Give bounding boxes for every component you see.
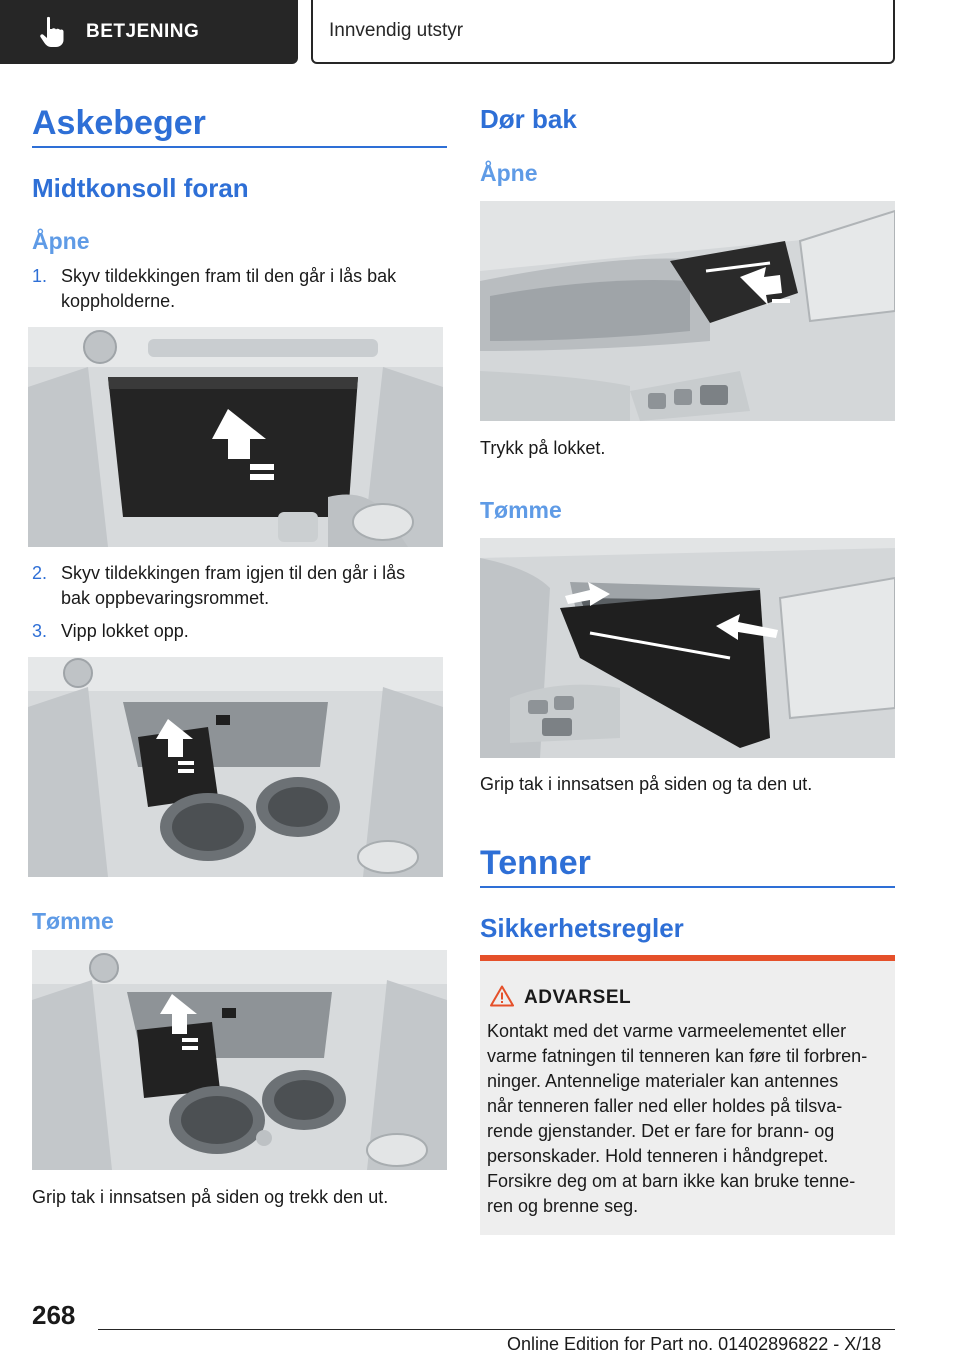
safety-heading: Sikkerhetsregler [480,913,684,943]
warning-label: ADVARSEL [524,987,632,1008]
title-rule [480,886,895,888]
heading-open-right: Åpne [480,160,538,186]
step-1-line-1: Skyv tildekkingen fram til den går i lås bak [61,266,397,286]
edition-text: Online Edition for Part no. 01402896822 - X/18 [507,1334,882,1354]
step-2-line-1: Skyv tildekkingen fram igjen til den går i lås [61,563,406,583]
step-number: 2. [32,563,48,583]
lighter-title: Tenner [480,844,591,882]
subtitle-door-rear: Dør bak [480,104,577,134]
warning-line: varme fatningen til tenneren kan føre til forbren- [487,1046,868,1066]
title-rule [32,146,447,148]
section-label: BETJENING [86,21,200,42]
warning-line: ren og brenne seg. [487,1196,639,1216]
page-number: 268 [32,1300,76,1330]
chapter-label: Innvendig utstyr [329,20,464,41]
warning-triangle-icon [490,985,514,1007]
heading-open-left: Åpne [32,228,90,254]
console-cover-image [28,327,443,547]
door-ashtray-lid-image [480,201,895,421]
ashtray-remove-insert-image [32,950,447,1170]
warning-line: Forsikre deg om at barn ikke kan bruke tenne- [487,1171,856,1191]
chapter-tab[interactable] [311,0,895,64]
warning-line: når tenneren faller ned eller holdes på tilsva- [487,1096,843,1116]
caption-empty-left: Grip tak i innsatsen på siden og trekk den ut. [32,1187,389,1207]
step-1-line-2: koppholderne. [61,291,176,311]
warning-line: personskader. Hold tenneren i håndgrepet. [487,1146,829,1166]
step-number: 1. [32,266,48,286]
step-2-line-2: bak oppbevaringsrommet. [61,588,270,608]
warning-box [480,955,895,1235]
pointing-hand-icon [38,16,66,48]
ashtray-lid-open-image [28,657,443,877]
step-number: 3. [32,621,48,641]
warning-line: rende gjenstander. Det er fare for brann- og [487,1121,835,1141]
step-3-line-1: Vipp lokket opp. [61,621,189,641]
heading-empty-left: Tømme [32,908,114,934]
warning-line: ninger. Antennelige materialer kan antennes [487,1071,839,1091]
subtitle-midtkonsoll: Midtkonsoll foran [32,173,249,203]
caption-open-right: Trykk på lokket. [480,438,606,458]
caption-empty-right: Grip tak i innsatsen på siden og ta den ut. [480,774,813,794]
section-tab[interactable] [0,0,298,64]
footer-rule [98,1329,895,1330]
door-ashtray-insert-image [480,538,895,758]
heading-empty-right: Tømme [480,497,562,523]
warning-line: Kontakt med det varme varmeelementet eller [487,1021,847,1041]
page-title: Askebeger [32,104,206,142]
warning-text [487,1019,892,1219]
